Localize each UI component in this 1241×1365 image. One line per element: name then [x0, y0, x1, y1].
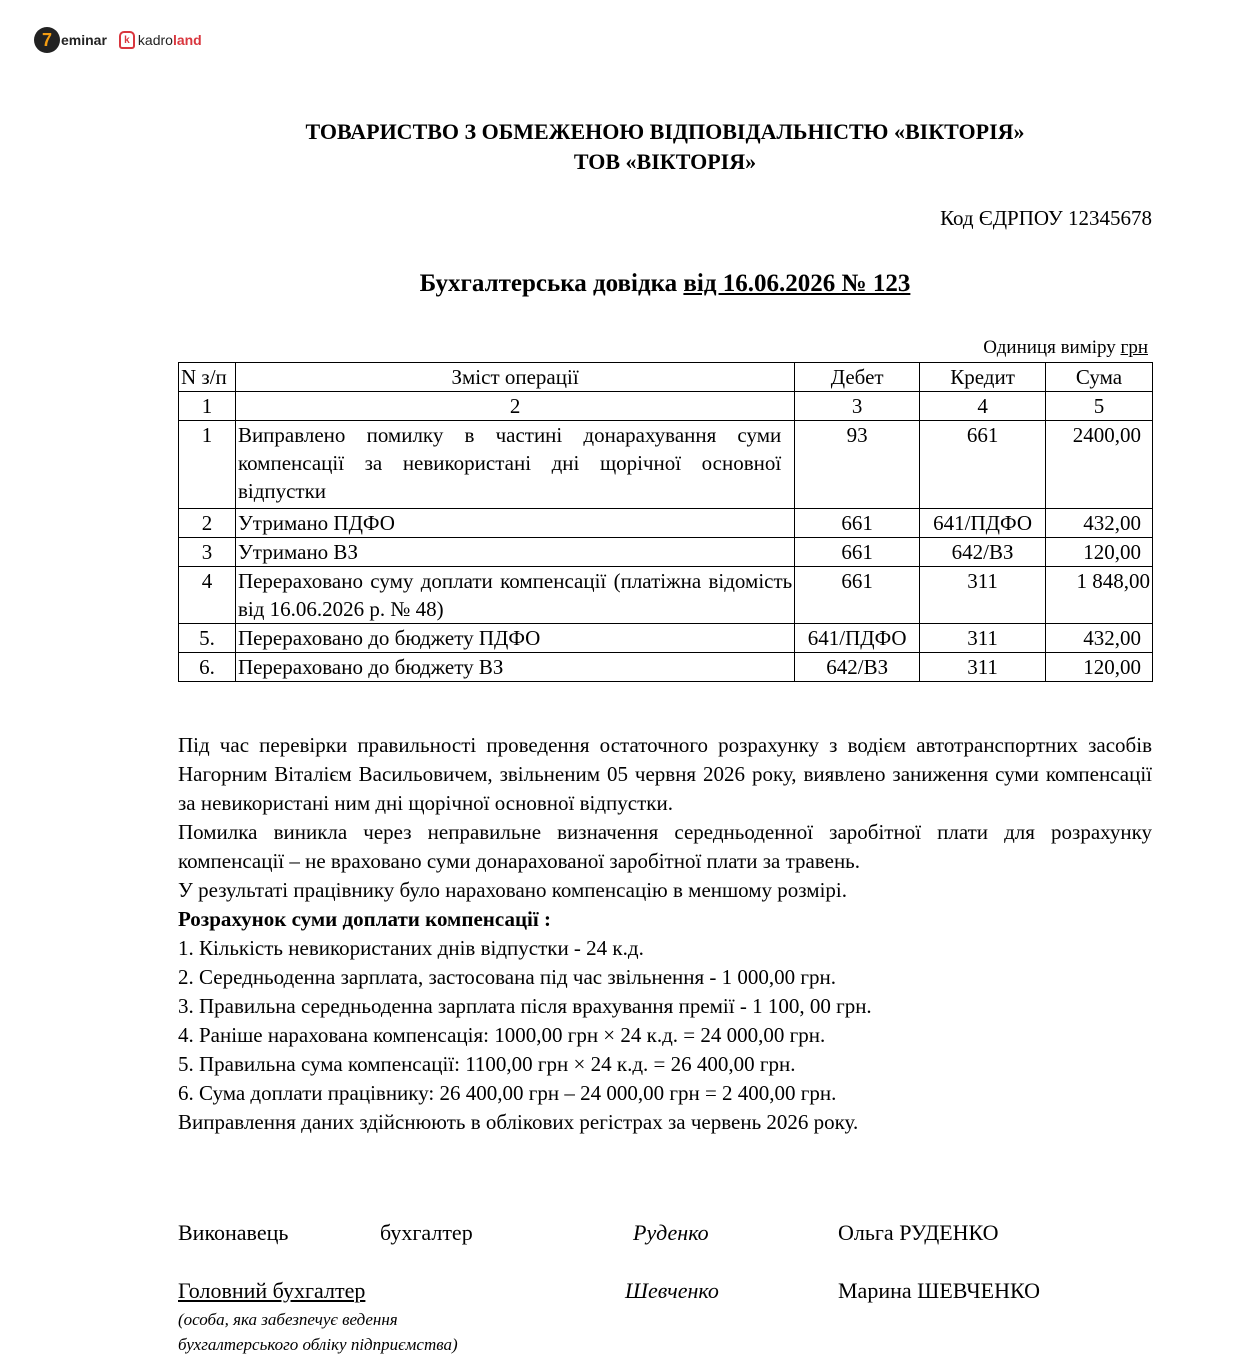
header-cell: Сума	[1046, 363, 1153, 392]
chief-accountant-role: Головний бухгалтер	[178, 1278, 366, 1303]
table-row	[179, 421, 1153, 509]
seminar-logo	[34, 27, 107, 53]
row-debit: 93	[795, 421, 920, 509]
row-sum: 2400,00	[1046, 421, 1153, 509]
header-cell: Зміст операції	[235, 363, 794, 392]
table-row	[179, 624, 1153, 653]
row-number: 5.	[179, 624, 236, 653]
paragraph-findings: Під час перевірки правильності проведення остаточного розрахунку з водієм автотранспортних засобів Нагорним Віталієм Васильовичем, звільненим 05 червня 2026 року, виявлено заниження суми компенсації за невикористані ним дні щорічної основної відпустки.	[178, 733, 1152, 815]
row-credit: 311	[920, 653, 1046, 682]
row-number: 3	[179, 538, 236, 567]
table-header-row	[179, 363, 1153, 392]
numbering-cell: 2	[235, 392, 794, 421]
table-row	[179, 538, 1153, 567]
calc-item: 6. Сума доплати працівнику: 26 400,00 грн – 24 000,00 грн = 2 400,00 грн.	[178, 1081, 837, 1105]
row-debit: 661	[795, 567, 920, 624]
table-numbering-row	[179, 392, 1153, 421]
executor-signature: Руденко	[633, 1220, 709, 1245]
row-credit: 641/ПДФО	[920, 509, 1046, 538]
document-title: Бухгалтерська довідка від 16.06.2026 № 123	[419, 270, 911, 297]
header-cell: Дебет	[795, 363, 920, 392]
row-text: Утримано ВЗ	[235, 538, 794, 567]
row-text: Перераховано до бюджету ПДФО	[235, 624, 794, 653]
row-text: Виправлено помилку в частині донарахування суми компенсації за невикористані дні щорічної основної відпустки	[235, 421, 794, 509]
kadroland-logo-icon: k	[119, 31, 135, 49]
numbering-cell: 1	[179, 392, 236, 421]
header-cell: Кредит	[920, 363, 1046, 392]
chief-accountant-note: (особа, яка забезпечує ведення бухгалтерського обліку підприємства)	[178, 1310, 458, 1354]
edrpou-code: Код ЄДРПОУ 12345678	[940, 206, 1152, 230]
paragraph-result: У результаті працівнику було нараховано компенсацію в меншому розмірі.	[178, 878, 848, 902]
row-sum: 120,00	[1046, 538, 1153, 567]
row-sum: 432,00	[1046, 509, 1153, 538]
executor-position: бухгалтер	[380, 1220, 473, 1245]
paragraph-cause: Помилка виникла через неправильне визначення середньоденної заробітної плати для розрахунку компенсації – не враховано суми донарахованої заробітної плати за травень.	[178, 820, 1152, 873]
table-row	[179, 567, 1153, 624]
calc-item: 5. Правильна сума компенсації: 1100,00 грн × 24 к.д. = 26 400,00 грн.	[178, 1052, 796, 1076]
kadroland-logo	[119, 31, 202, 49]
unit-of-measure: Одиниця виміру грн	[983, 337, 1148, 358]
row-credit: 661	[920, 421, 1046, 509]
calc-heading: Розрахунок суми доплати компенсації :	[178, 907, 551, 931]
seminar-logo-text: eminar	[61, 32, 107, 48]
org-name-full: ТОВАРИСТВО З ОБМЕЖЕНОЮ ВІДПОВІДАЛЬНІСТЮ «ВІКТОРІЯ»	[305, 119, 1025, 144]
row-credit: 642/ВЗ	[920, 538, 1046, 567]
row-number: 1	[179, 421, 236, 509]
row-debit: 642/ВЗ	[795, 653, 920, 682]
explanation-text	[178, 731, 1152, 1137]
table-row	[179, 653, 1153, 682]
calc-item: 2. Середньоденна зарплата, застосована під час звільнення - 1 000,00 грн.	[178, 965, 836, 989]
row-number: 6.	[179, 653, 236, 682]
operations-table	[178, 362, 1153, 682]
logos	[34, 27, 202, 53]
row-sum: 120,00	[1046, 653, 1153, 682]
calc-item: 3. Правильна середньоденна зарплата після врахування премії - 1 100, 00 грн.	[178, 994, 872, 1018]
calc-item: 4. Раніше нарахована компенсація: 1000,00 грн × 24 к.д. = 24 000,00 грн.	[178, 1023, 826, 1047]
row-credit: 311	[920, 624, 1046, 653]
row-text: Утримано ПДФО	[235, 509, 794, 538]
numbering-cell: 5	[1046, 392, 1153, 421]
calc-item: 1. Кількість невикористаних днів відпустки - 24 к.д.	[178, 936, 644, 960]
row-number: 4	[179, 567, 236, 624]
document-date-number: від 16.06.2026 № 123	[683, 270, 911, 297]
row-credit: 311	[920, 567, 1046, 624]
chief-accountant-name: Марина ШЕВЧЕНКО	[838, 1278, 1040, 1303]
row-debit: 641/ПДФО	[795, 624, 920, 653]
executor-name: Ольга РУДЕНКО	[838, 1220, 999, 1245]
row-number: 2	[179, 509, 236, 538]
row-sum: 1 848,00	[1046, 567, 1153, 624]
row-debit: 661	[795, 538, 920, 567]
chief-accountant-signature: Шевченко	[625, 1278, 719, 1303]
closing-statement: Виправлення даних здійснюють в облікових регістрах за червень 2026 року.	[178, 1110, 859, 1134]
org-name-short: ТОВ «ВІКТОРІЯ»	[573, 149, 757, 174]
executor-role: Виконавець	[178, 1220, 289, 1245]
row-text: Перераховано суму доплати компенсації (платіжна відомість від 16.06.2026 р. № 48)	[235, 567, 794, 624]
row-sum: 432,00	[1046, 624, 1153, 653]
numbering-cell: 4	[920, 392, 1046, 421]
seminar-logo-mark: 7	[34, 27, 60, 53]
row-debit: 661	[795, 509, 920, 538]
kadroland-logo-text: kadroland	[137, 32, 202, 48]
numbering-cell: 3	[795, 392, 920, 421]
header-cell: N з/п	[179, 363, 236, 392]
row-text: Перераховано до бюджету ВЗ	[235, 653, 794, 682]
table-row	[179, 509, 1153, 538]
